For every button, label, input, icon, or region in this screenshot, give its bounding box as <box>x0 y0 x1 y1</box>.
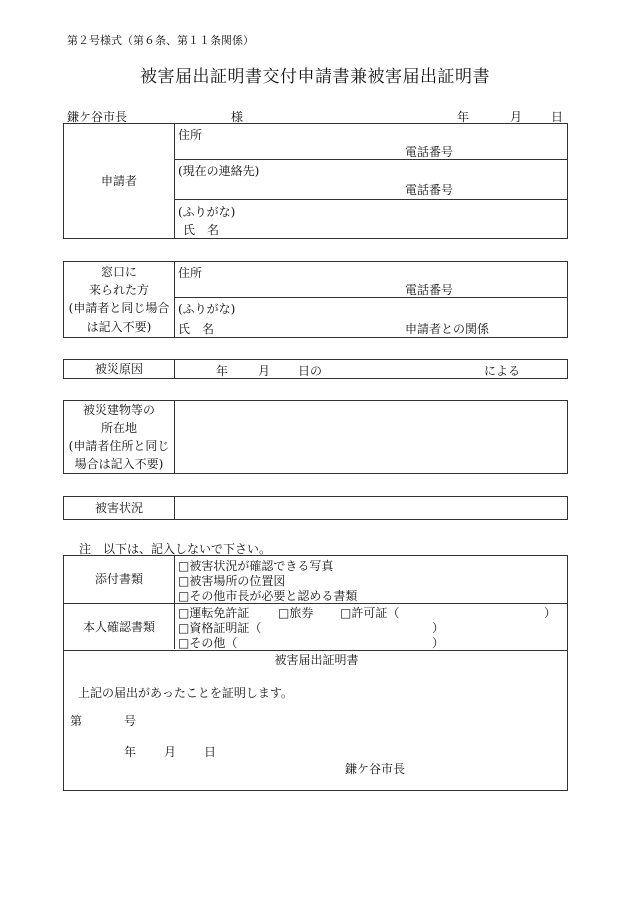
id-passport-checkbox[interactable]: □旅券 <box>278 606 314 620</box>
disaster-cause-label: 被災原因 <box>94 362 143 376</box>
applicant-furigana-field[interactable]: (ふりがな) <box>178 205 236 219</box>
visitor-section <box>63 261 568 338</box>
damage-status-field[interactable] <box>176 498 561 518</box>
applicant-phone2-field[interactable]: 電話番号 <box>405 183 454 197</box>
id-other-checkbox[interactable]: □その他（ <box>178 636 238 650</box>
certificate-issuer: 鎌ケ谷市長 <box>345 762 406 776</box>
visitor-label-2: 来られた方 <box>88 283 149 297</box>
applicant-phone-field[interactable]: 電話番号 <box>405 145 454 159</box>
applicant-address-field[interactable]: 住所 <box>178 128 203 142</box>
building-location-field[interactable] <box>176 403 561 469</box>
office-use-notice: 注 以下は、記入しないで下さい。 <box>79 542 272 556</box>
certificate-number-suffix: 号 <box>124 714 137 728</box>
certificate-day-label: 日 <box>204 745 217 759</box>
visitor-phone-field[interactable]: 電話番号 <box>405 283 454 297</box>
date-month-label: 月 <box>510 110 523 124</box>
id-qualification-close: ） <box>432 621 445 635</box>
id-other-close: ） <box>432 636 445 650</box>
id-permit-close: ） <box>544 606 557 620</box>
visitor-furigana-field[interactable]: (ふりがな) <box>178 302 236 316</box>
id-qualification-checkbox[interactable]: □資格証明証（ <box>178 621 262 635</box>
disaster-cause-section <box>63 359 568 379</box>
visitor-relation-field[interactable]: 申請者との関係 <box>405 322 490 336</box>
certificate-number-prefix: 第 <box>70 714 83 728</box>
visitor-label-1: 窓口に <box>100 265 137 279</box>
attachment-photo-checkbox[interactable]: □被害状況が確認できる写真 <box>178 559 334 573</box>
building-location-label-2: 所在地 <box>100 421 137 435</box>
id-license-checkbox[interactable]: □運転免許証 <box>178 606 250 620</box>
form-number: 第２号様式（第６条、第１１条関係） <box>67 34 254 47</box>
identity-docs-label: 本人確認書類 <box>82 620 155 634</box>
visitor-note-2: は記入不要) <box>86 320 152 334</box>
visitor-address-field[interactable]: 住所 <box>178 266 203 280</box>
certificate-month-label: 月 <box>164 745 177 759</box>
office-use-section <box>63 555 568 791</box>
cause-suffix-label: による <box>484 364 521 378</box>
page-title: 被害届出証明書交付申請書兼被害届出証明書 <box>140 67 490 87</box>
building-location-section <box>63 400 568 474</box>
applicant-label: 申請者 <box>100 174 137 188</box>
building-location-note-1: (申請者住所と同じ <box>68 439 170 453</box>
certificate-year-label: 年 <box>124 745 137 759</box>
cause-month-label: 月 <box>258 364 271 378</box>
visitor-note-1: (申請者と同じ場合 <box>68 301 170 315</box>
certificate-title: 被害届出証明書 <box>274 653 359 667</box>
attachment-other-checkbox[interactable]: □その他市長が必要と認める書類 <box>178 589 358 603</box>
applicant-name-field[interactable]: 氏 名 <box>183 223 220 237</box>
honorific: 様 <box>231 110 244 124</box>
date-year-label: 年 <box>457 110 470 124</box>
attachments-label: 添付書類 <box>94 572 143 586</box>
visitor-name-field[interactable]: 氏 名 <box>178 322 215 336</box>
date-day-label: 日 <box>551 110 564 124</box>
attachment-map-checkbox[interactable]: □被害場所の位置図 <box>178 574 286 588</box>
building-location-note-2: 場合は記入不要) <box>74 457 164 471</box>
applicant-section <box>63 123 568 239</box>
certificate-statement: 上記の届出があったことを証明します。 <box>78 686 293 700</box>
damage-status-label: 被害状況 <box>94 501 143 515</box>
addressee: 鎌ケ谷市長 <box>67 110 128 124</box>
cause-year-label: 年 <box>216 364 229 378</box>
damage-status-section <box>63 496 568 520</box>
applicant-contact-field[interactable]: (現在の連絡先) <box>178 164 260 178</box>
id-permit-checkbox[interactable]: □許可証（ <box>340 606 400 620</box>
cause-day-label: 日の <box>298 364 323 378</box>
building-location-label-1: 被災建物等の <box>82 403 155 417</box>
